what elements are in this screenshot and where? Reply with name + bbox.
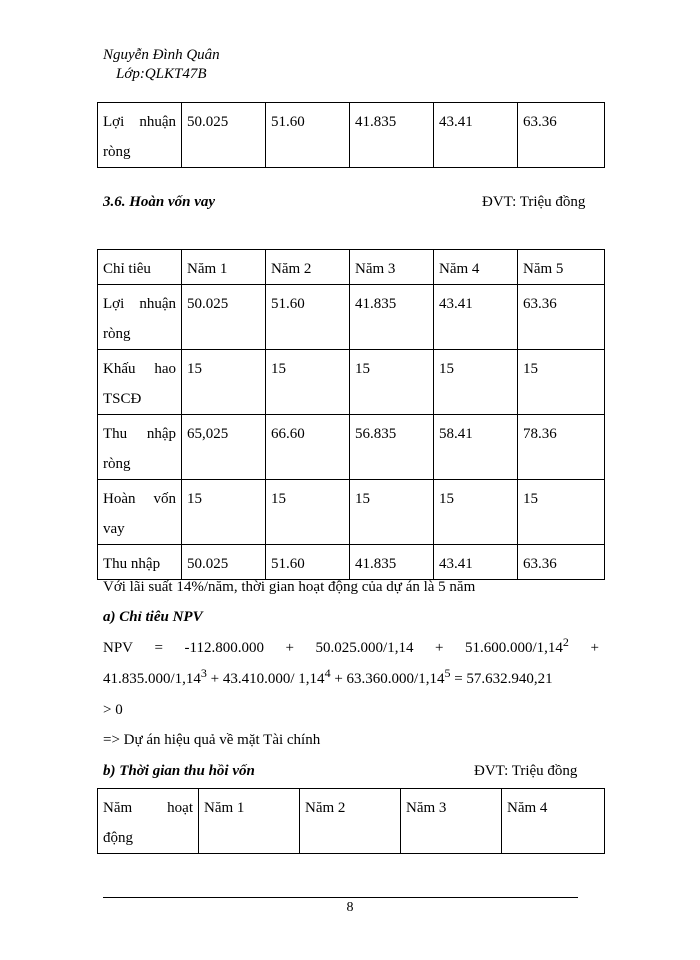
payback-unit: ĐVT: Triệu đồng (474, 763, 578, 779)
table-cell: 41.835 (350, 285, 434, 350)
table-header: Năm 2 (266, 250, 350, 285)
table-cell: 15 (266, 480, 350, 545)
table-cell: Lợi nhuận ròng (98, 285, 182, 350)
table-header: Năm hoạt động (98, 789, 199, 854)
table-header: Năm 4 (502, 789, 605, 854)
table-cell: Khấu hao TSCĐ (98, 350, 182, 415)
table-cell: 78.36 (518, 415, 605, 480)
table-header: Năm 3 (401, 789, 502, 854)
footer-divider (103, 897, 578, 898)
table-cell: Thu nhập (98, 545, 182, 580)
section-unit: ĐVT: Triệu đồng (482, 194, 586, 210)
table-header: Năm 2 (300, 789, 401, 854)
npv-term: 50.025.000/1,14 (315, 640, 414, 656)
table-cell: 50.025 (182, 545, 266, 580)
table-row (98, 350, 605, 415)
table-cell: Thu nhập ròng (98, 415, 182, 480)
table-header: Năm 1 (199, 789, 300, 854)
table-header: Năm 4 (434, 250, 518, 285)
table-cell: 15 (182, 480, 266, 545)
table-cell: 41.835 (350, 545, 434, 580)
exponent: 2 (562, 635, 569, 649)
payback-heading: b) Thời gian thu hồi vốn (103, 763, 255, 779)
npv-heading: a) Chỉ tiêu NPV (103, 609, 203, 625)
exponent: 3 (200, 666, 207, 680)
table-cell: 63.36 (518, 545, 605, 580)
table-cell: Lợi nhuận ròng (98, 103, 182, 168)
table-cell: 15 (350, 480, 434, 545)
table-header-row (98, 789, 605, 854)
table-cell: 66.60 (266, 415, 350, 480)
conclusion-text: => Dự án hiệu quả về mặt Tài chính (103, 732, 321, 748)
npv-term: 51.600.000/1,14$^2$ (464, 635, 569, 656)
table-cell: 15 (434, 480, 518, 545)
npv-formula-line-2: $41.835.000/1,14^3 + 43.410.000/$ $1,14^4 + 63.360.000/1,14^5 = 57.632.940,21$ (103, 666, 553, 687)
table-row (98, 415, 605, 480)
table-cell: 43.41 (434, 285, 518, 350)
table-header: Năm 3 (350, 250, 434, 285)
table-cell: 15 (182, 350, 266, 415)
table-cell: 51.60 (266, 285, 350, 350)
table-header-row (98, 250, 605, 285)
table-header: Năm 1 (182, 250, 266, 285)
table-row (98, 285, 605, 350)
section-title: 3.6. Hoàn vốn vay (103, 194, 216, 210)
class-name: Lớp:QLKT47B (116, 66, 207, 82)
table-cell: 50.025 (182, 103, 266, 168)
exponent: 4 (324, 666, 331, 680)
author-name: Nguyễn Đình Quân (103, 47, 220, 63)
npv-plus: + (285, 640, 294, 656)
table-cell: 63.36 (518, 285, 605, 350)
top-table (97, 102, 605, 168)
table-cell: 41.835 (350, 103, 434, 168)
table-cell: 50.025 (182, 285, 266, 350)
npv-term: -112.800.000 (184, 640, 264, 656)
table-cell: 15 (518, 480, 605, 545)
page-number: 8 (346, 900, 354, 915)
table-header: Chỉ tiêu (98, 250, 182, 285)
table-cell: 15 (434, 350, 518, 415)
table-cell: 43.41 (434, 545, 518, 580)
table-cell: 15 (350, 350, 434, 415)
rate-text: Với lãi suất 14%/năm, thời gian hoạt động của dự án là 5 năm (103, 579, 476, 595)
table-cell: 51.60 (266, 545, 350, 580)
table-row (98, 103, 605, 168)
npv-equals: = (154, 640, 164, 656)
table-cell: 63.36 (518, 103, 605, 168)
loan-table (97, 249, 605, 580)
table-cell: 56.835 (350, 415, 434, 480)
table-row (98, 545, 605, 580)
table-cell: 65,025 (182, 415, 266, 480)
exponent: 5 (444, 666, 451, 680)
npv-formula-line-1 (103, 637, 599, 659)
table-cell: Hoàn vốn vay (98, 480, 182, 545)
table-cell: 15 (518, 350, 605, 415)
table-cell: 58.41 (434, 415, 518, 480)
npv-plus: + (590, 640, 599, 656)
table-cell: 15 (266, 350, 350, 415)
npv-label: NPV (103, 640, 134, 656)
table-cell: 51.60 (266, 103, 350, 168)
npv-result: > 0 (103, 702, 123, 718)
table-header: Năm 5 (518, 250, 605, 285)
npv-plus: + (434, 640, 444, 656)
payback-table (97, 788, 605, 854)
table-row (98, 480, 605, 545)
table-cell: 43.41 (434, 103, 518, 168)
